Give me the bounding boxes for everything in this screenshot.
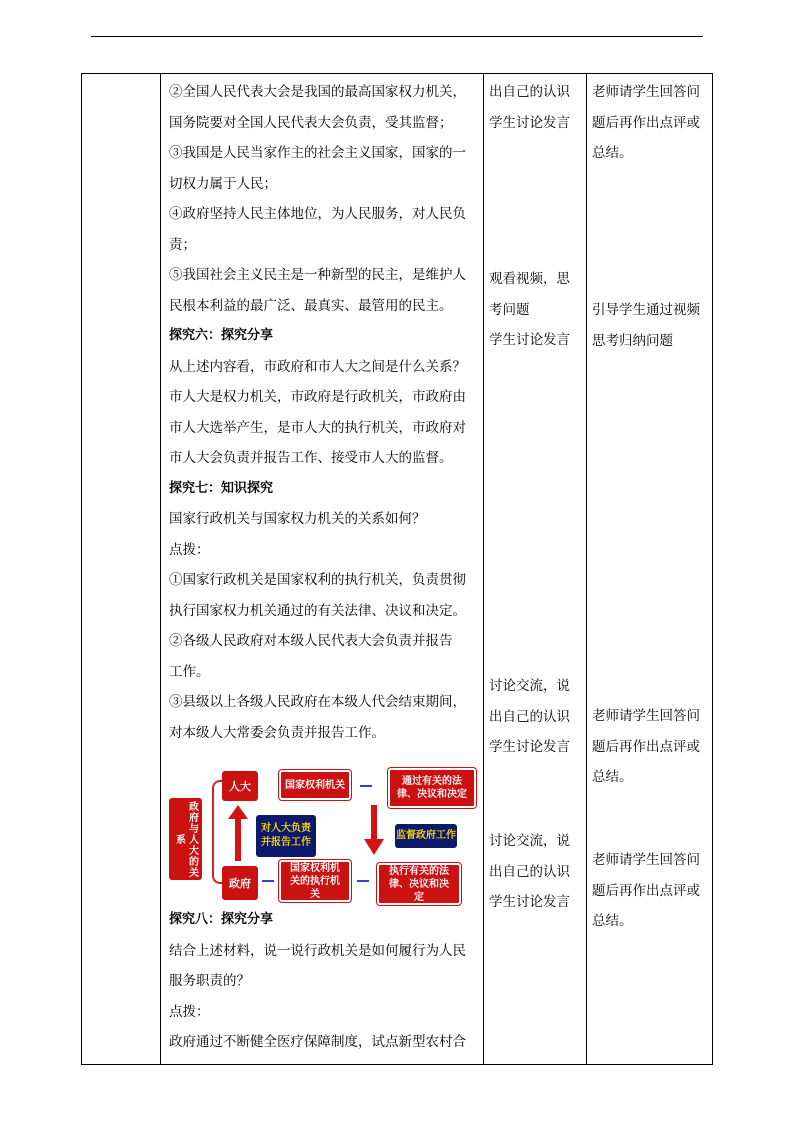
content-line: 国务院要对全国人民代表大会负责，受其监督； [169, 114, 453, 131]
guidance-line: 思考归纳问题 [592, 332, 673, 349]
activity-line: 学生讨论发言 [489, 114, 570, 131]
content-line: ②各级人民政府对本级人民代表大会负责并报告 [169, 633, 453, 649]
content-line: ⑤我国社会主义民主是一种新型的民主，是维护人 [169, 267, 466, 283]
section-heading: 探究六：探究分享 [169, 328, 274, 343]
content-column [169, 74, 480, 748]
activity-line: 出自己的认识 [489, 708, 570, 725]
exec-organ-box: 国家权利机关的执行机关 [279, 860, 351, 902]
content-line: 市人大是权力机关，市政府是行政机关，市政府由 [169, 389, 466, 405]
content-line: 民根本利益的最广泛、最真实、最管用的民主。 [169, 297, 453, 314]
content-line: 政府通过不断健全医疗保障制度，试点新型农村合 [169, 1034, 466, 1050]
content-line: 国家行政机关与国家权力机关的关系如何？ [169, 511, 426, 527]
student-activity-block [489, 77, 581, 138]
content-line: 对本级人大常委会负责并报告工作。 [169, 724, 385, 741]
connector-dash [360, 785, 372, 787]
content-line: 点拨： [169, 1003, 210, 1020]
supervise-box: 监督政府工作 [395, 824, 457, 848]
content-line: 结合上述材料，说一说行政机关是如何履行为人民 [169, 942, 466, 959]
content-line: 服务职责的？ [169, 973, 250, 989]
guidance-line: 引导学生通过视频 [592, 302, 700, 318]
teacher-guidance-block [592, 845, 710, 937]
connector-dash [357, 880, 369, 882]
lesson-table [81, 73, 713, 1065]
zhengfu-box: 政府 [222, 866, 258, 900]
teacher-guidance-block [592, 295, 710, 356]
diagram-title-box: 政府与人大的关系 [169, 798, 202, 880]
connector-dash [262, 880, 274, 882]
column-divider [483, 74, 484, 1064]
column-divider [160, 74, 161, 1064]
section-heading: 探究七：知识探究 [169, 480, 274, 496]
activity-line: 出自己的认识 [489, 863, 570, 880]
activity-line: 学生讨论发言 [489, 739, 570, 755]
student-activity-block [489, 264, 581, 356]
content-line: 市人大选举产生，是市人大的执行机关，市政府对 [169, 419, 466, 436]
content-column-continued [169, 905, 480, 1058]
guidance-line: 总结。 [592, 913, 633, 929]
pass-laws-box: 通过有关的法律、决议和决定 [388, 768, 476, 808]
activity-line: 讨论交流，说 [489, 678, 570, 694]
content-line: 点拨： [169, 541, 210, 558]
guidance-line: 总结。 [592, 769, 633, 785]
guidance-line: 题后再作出点评或 [592, 882, 700, 899]
activity-line: 讨论交流，说 [489, 833, 570, 849]
guidance-line: 题后再作出点评或 [592, 738, 700, 755]
guidance-line: 总结。 [592, 145, 633, 161]
content-line: 市人大会负责并报告工作、接受市人大的监督。 [169, 450, 453, 466]
content-line: ③县级以上各级人民政府在本级人代会结束期间， [169, 694, 466, 710]
content-line: ②全国人民代表大会是我国的最高国家权力机关， [169, 84, 466, 100]
content-line: ④政府坚持人民主体地位，为人民服务，对人民负 [169, 206, 466, 222]
guidance-line: 老师请学生回答问 [592, 708, 700, 724]
responsible-box: 对人大负责并报告工作 [256, 815, 316, 857]
content-line: 从上述内容看，市政府和市人大之间是什么关系？ [169, 358, 466, 375]
guidance-line: 老师请学生回答问 [592, 852, 700, 868]
section-heading: 探究八：探究分享 [169, 912, 274, 927]
activity-line: 学生讨论发言 [489, 332, 570, 348]
guidance-line: 题后再作出点评或 [592, 114, 700, 131]
activity-line: 学生讨论发言 [489, 894, 570, 910]
guidance-line: 老师请学生回答问 [592, 84, 700, 100]
activity-line: 出自己的认识 [489, 84, 570, 100]
teacher-guidance-block [592, 77, 710, 169]
teacher-guidance-block [592, 701, 710, 793]
content-line: 工作。 [169, 663, 210, 680]
student-activity-block [489, 826, 581, 918]
content-line: 责； [169, 236, 196, 253]
content-line: 执行国家权力机关通过的有关法律、决议和决定。 [169, 602, 466, 619]
header-rule [91, 36, 703, 37]
renda-box: 人大 [222, 771, 258, 801]
power-organ-box: 国家权利机关 [279, 770, 351, 800]
content-line: ③我国是人民当家作主的社会主义国家，国家的一 [169, 145, 466, 161]
activity-line: 考问题 [489, 301, 530, 318]
content-line: 切权力属于人民； [169, 175, 277, 192]
up-arrow-icon [226, 803, 250, 863]
down-arrow-icon [362, 805, 386, 857]
column-divider [586, 74, 587, 1064]
student-activity-block [489, 671, 581, 763]
activity-line: 观看视频，思 [489, 271, 570, 287]
content-line: ①国家行政机关是国家权利的执行机关，负责贯彻 [169, 572, 466, 588]
exec-laws-box: 执行有关的法律、决议和决定 [377, 863, 461, 905]
